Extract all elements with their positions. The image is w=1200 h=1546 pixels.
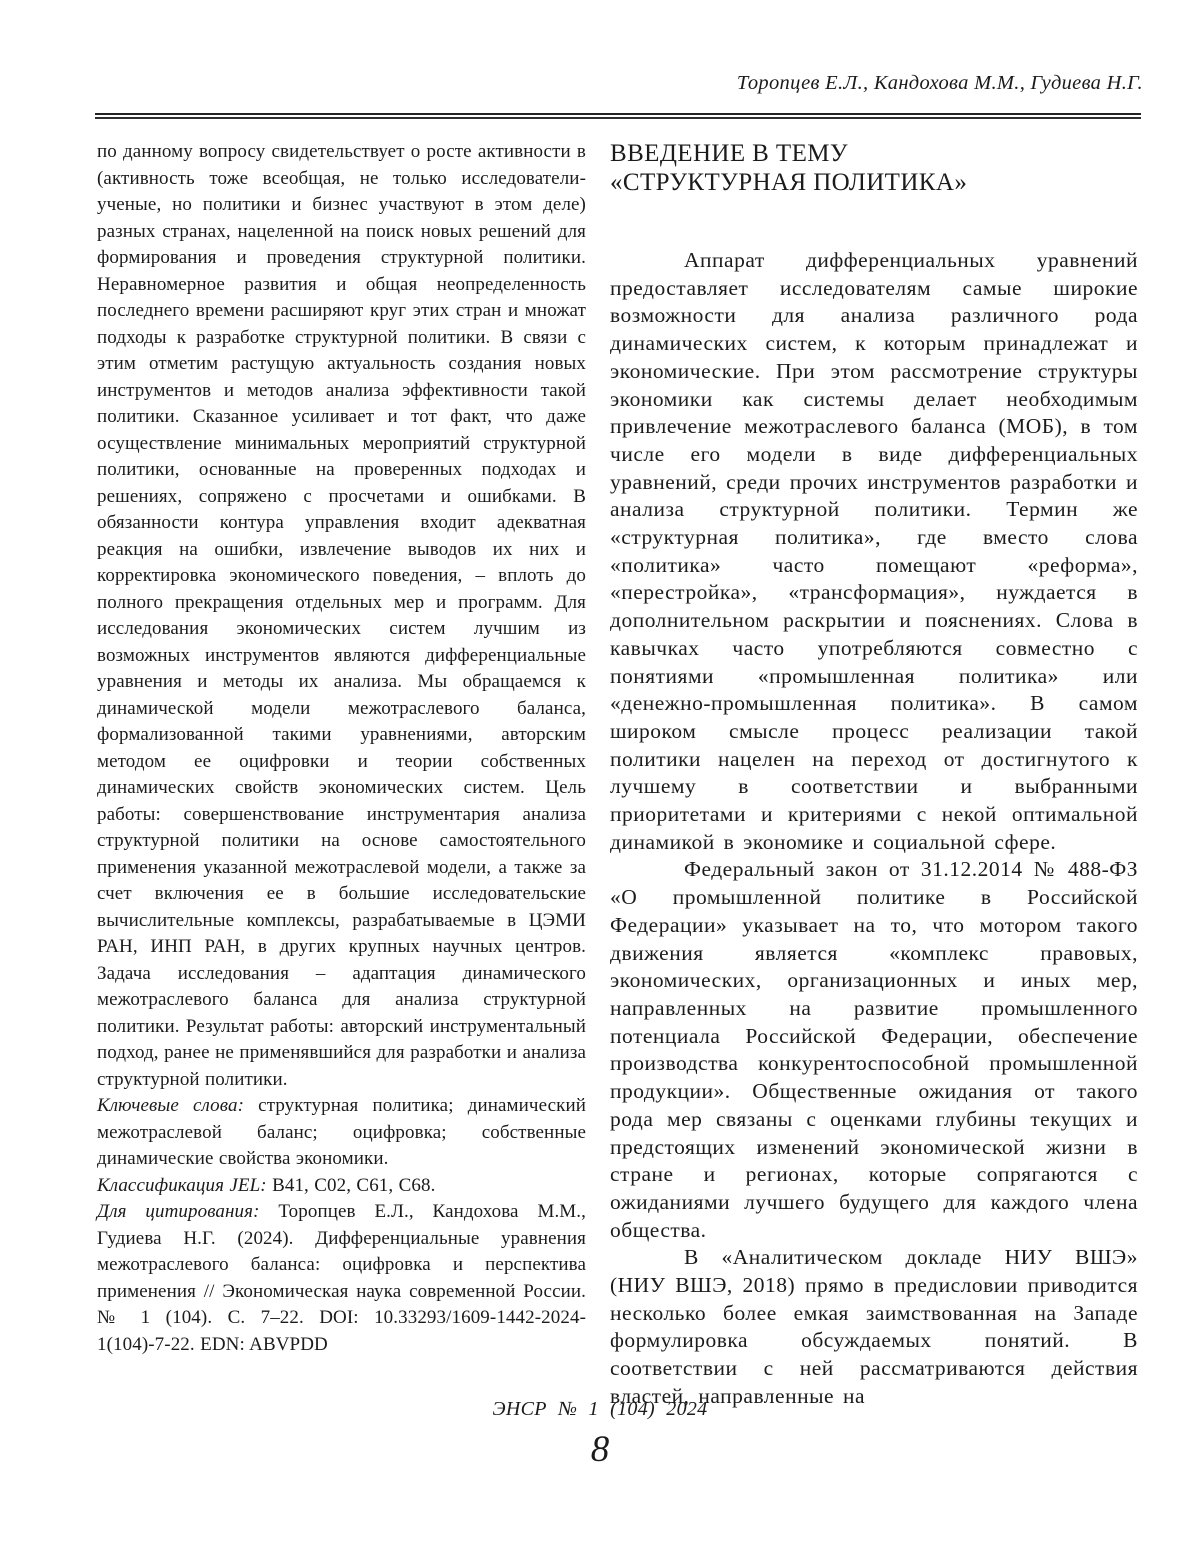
intro-paragraph-1: Аппарат дифференциальных уравнений предоставляет исследователям самые широкие возможности для анализа различного рода динамических систем, к которым принадлежат и экономические. При этом рассмотрение структуры экономики как системы делает необходимым привлечение межотраслевого баланса (МОБ), в том числе его модели в виде дифференциальных уравнений, среди прочих инструментов разработки и анализа структурной политики. Термин же «структурная политика», где вместо слова «политика» часто помещают «реформа», «перестройка», «трансформация», нуждается в дополнительном раскрытии и пояснениях. Слова в кавычках часто употребляются совместно с понятиями «промышленная политика» или «денежно-промышленная политика». В самом широком смысле процесс реализации такой политики нацелен на переход от достигнутого к лучшему в соответствии и выбранными приоритетами и критериями с некой оптимальной динамикой в экономике и социальной сфере. [610,248,1138,854]
footer-page-number: 8 [590,1429,610,1470]
citation-label: Для цитирования: [97,1201,260,1222]
abstract-text: по данному вопросу свидетельствует о росте активности в (активность тоже всеобщая, не только исследователи-ученые, но политики и бизнес участвуют в этом деле) разных странах, нацеленной на поиск новых решений для формирования и проведения структурной политики. Неравномерное развития и общая неопределенность последнего времени расширяют круг этих стран и множат подходы к разработке структурной политики. В связи с этим отметим растущую актуальность создания новых инструментов и методов анализа эффективности такой политики. Сказанное усиливает и тот факт, что даже осуществление минимальных мероприятий структурной политики, основанные на проверенных подходах и решениях, сопряжено с просчетами и ошибками. В обязанности контура управления входит адекватная реакция на ошибки, извлечение выводов их них и корректировка экономического поведения, – вплоть до полного прекращения отдельных мер и программ. Для исследования экономических систем лучшим из возможных инструментов являются дифференциальные уравнения и методы их анализа. Мы обращаемся к динамической модели межотраслевого баланса, формализованной такими уравнениями, авторским методом ее оцифровки и теории собственных динамических свойств экономических систем. Цель работы: совершенствование инструментария анализа структурной политики на основе самостоятельного применения указанной межотраслевой модели, а также за счет включения ее в большие исследовательские вычислительные комплексы, разрабатываемые в ЦЭМИ РАН, ИНП РАН, в других крупных научных центров. Задача исследования – адаптация динамического межотраслевого баланса для анализа структурной политики. Результат работы: авторский инструментальный подход, ранее не применявшийся для разработки и анализа структурной политики. [97,141,586,1090]
section-title-line-2: «СТРУКТУРНАЯ ПОЛИТИКА» [610,168,968,196]
jel-block [97,1173,586,1200]
footer-journal-line: ЭНСР № 1 (104) 2024 [492,1398,708,1420]
intro-paragraph-3: В «Аналитическом докладе НИУ ВШЭ» (НИУ ВШЭ, 2018) прямо в предисловии приводится несколько более емкая заимствованная на Западе формулировка обсуждаемых понятий. В соответствии с ней рассматриваются действия властей, направленные на [610,1245,1138,1408]
keywords-block [97,1093,586,1173]
left-column [97,139,586,1358]
section-title-line-1: ВВЕДЕНИЕ В ТЕМУ [610,140,848,167]
keywords-text: структурная политика; динамический межотраслевой баланс; оцифровка; собственные динамические свойства экономики. [97,1095,586,1169]
running-head-authors: Торопцев Е.Л., Кандохова М.М., Гудиева Н.Г. [736,72,1143,94]
section-title [610,140,1138,197]
right-column [610,140,1138,1411]
header-rule [95,113,1141,119]
keywords-label: Ключевые слова: [97,1095,245,1116]
jel-text: B41, C02, C61, C68. [266,1174,436,1196]
jel-label: Классификация JEL: [97,1174,267,1196]
intro-paragraph-2: Федеральный закон от 31.12.2014 № 488-ФЗ «О промышленной политике в Российской Федерации» указывает на то, что мотором такого движения является «комплекс правовых, экономических, организационных и иных мер, направленных на развитие промышленного потенциала Российской Федерации, обеспечение производства конкурентоспособной промышленной продукции». Общественные ожидания от такого рода мер связаны с оценками глубины текущих и предстоящих изменений экономической жизни в стране и регионах, которые сопрягаются с ожиданиями лучшего будущего для каждого члена общества. [610,857,1138,1242]
citation-text: Торопцев Е.Л., Кандохова М.М., Гудиева Н.Г. (2024). Дифференциальные уравнения межотраслевого баланса: оцифровка и перспектива применения // Экономическая наука современной России. № 1 (104). С. 7–22. DOI: 10.33293/1609-1442-2024-1(104)-7-22. EDN: ABVPDD [97,1201,586,1355]
citation-block [97,1199,586,1358]
